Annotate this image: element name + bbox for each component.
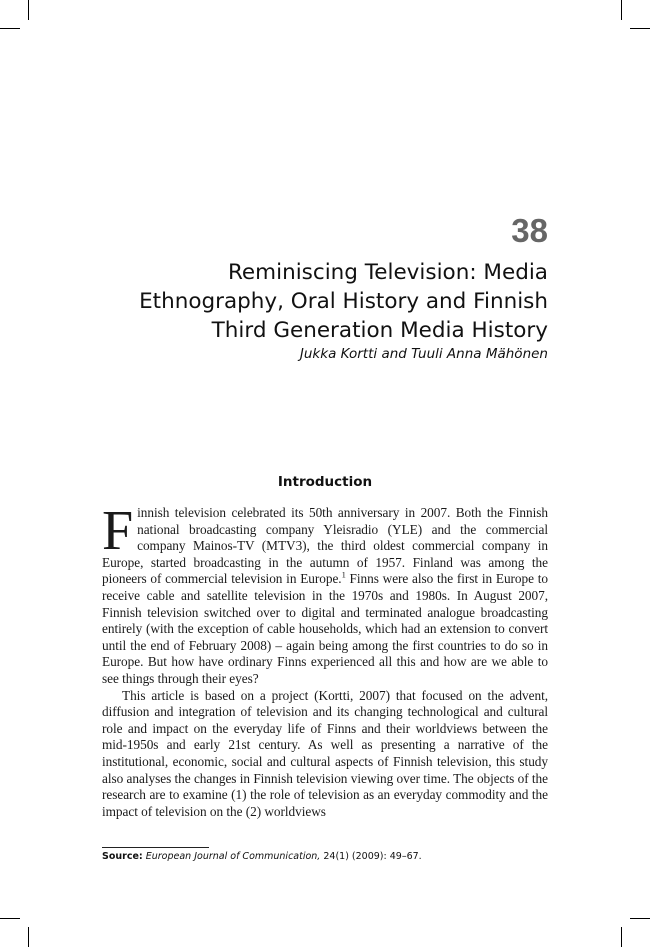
- body-text: [102, 500, 548, 820]
- source-citation: 24(1) (2009): 49–67.: [320, 851, 422, 862]
- paragraph: This article is based on a project (Kortti, 2007) that focused on the advent, diffusion and integration of television and its changing technological and cultural role and impact on the everyday life of Finns and their worldviews between the mid-1950s and early 21st century. As well as presenting a narrative of the institutional, economic, social and cultural aspects of Finnish television, this study also analyses the changes in Finnish television viewing over time. The objects of the research are to examine (1) the role of television as an everyday commodity and the impact of television on the (2) worldviews: [102, 687, 548, 819]
- crop-mark-bottom-right: [621, 927, 622, 947]
- source-note: [102, 851, 422, 862]
- paragraph: [102, 500, 548, 688]
- crop-mark-bottom-left: [28, 927, 29, 947]
- chapter-title-line: Reminiscing Television: Media: [227, 260, 548, 285]
- paragraph-text: innish television celebrated its 50th anniversary in 2007. Both the Finnish national broadcasting company Yleisradio (YLE) and the commercial company Mainos-TV (MTV3), the third oldest commercial company in Europe, started broadcasting in the autumn of 1957. Finland was among the pioneers of commercial television in Europe.: [102, 505, 548, 587]
- crop-mark-top-right: [630, 28, 650, 29]
- chapter-title: [88, 258, 548, 345]
- chapter-number: 38: [511, 212, 548, 249]
- crop-mark-bottom-left: [0, 918, 20, 919]
- section-heading: Introduction: [277, 474, 373, 490]
- chapter-title-line: Ethnography, Oral History and Finnish: [139, 289, 548, 314]
- crop-mark-top-left: [0, 28, 20, 29]
- drop-cap: F: [102, 500, 134, 562]
- crop-mark-top-left: [28, 0, 29, 20]
- crop-mark-top-right: [621, 0, 622, 20]
- paragraph-text: Finns were also the first in Europe to receive cable and satellite television in the 1970s and 1980s. In August 2007, Finnish television switched over to digital and terminated analogue broadcasting entirely (with the exception of cable households, which had an extension to convert until the end of February 2008) – again being among the first countries to do so in Europe. But how have ordinary Finns experienced all this and how are we able to see things through their eyes?: [102, 571, 548, 686]
- source-label: Source:: [102, 851, 143, 862]
- chapter-authors: Jukka Kortti and Tuuli Anna Mähönen: [299, 346, 548, 362]
- footnote-divider: [102, 847, 209, 848]
- footnote-reference: 1: [341, 569, 346, 580]
- source-journal: European Journal of Communication,: [145, 851, 321, 862]
- crop-mark-bottom-right: [630, 918, 650, 919]
- chapter-title-line: Third Generation Media History: [211, 318, 548, 343]
